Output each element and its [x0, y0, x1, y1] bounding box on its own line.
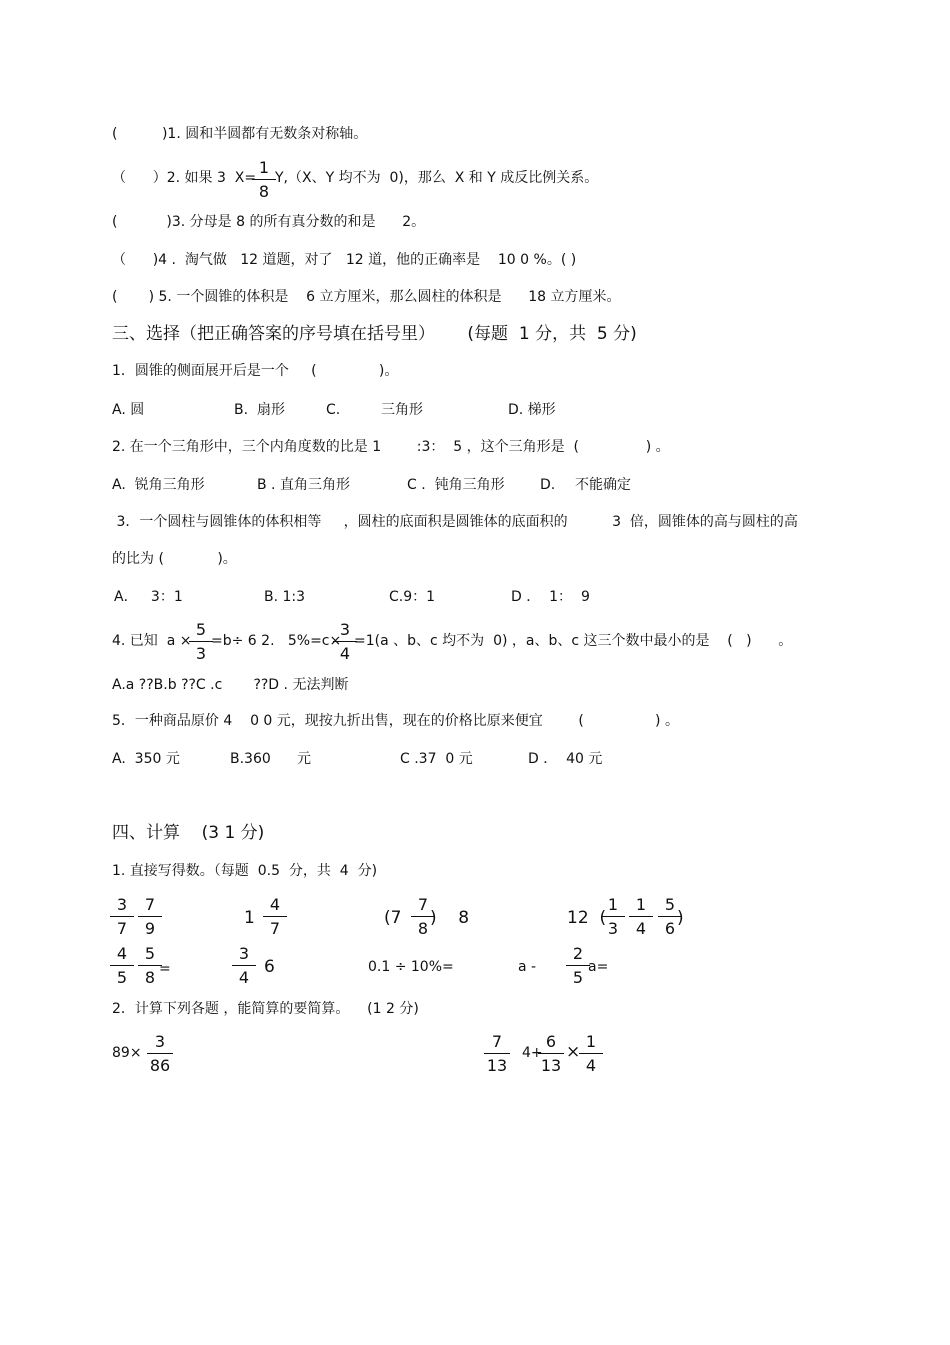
calc-e2-mid: 4+	[522, 1045, 543, 1061]
numerator: 7	[417, 895, 429, 914]
denominator: 8	[258, 182, 270, 201]
numerator: 3	[238, 944, 250, 963]
calc-e2-fraction-3	[577, 1034, 605, 1074]
fraction-bar	[110, 916, 134, 917]
choice-q5-option-b-unit: 元	[297, 751, 311, 767]
choice-q5-option-c: C .37 0 元	[400, 751, 473, 767]
judge-q2-text-a: （ ）2. 如果 3 X=	[112, 170, 257, 186]
denominator: 3	[607, 919, 619, 938]
choice-q3-option-c: C.9：1	[389, 589, 436, 605]
denominator: 4	[585, 1056, 597, 1075]
calc-r2-b-post: 6	[264, 957, 275, 977]
denominator: 6	[664, 919, 676, 938]
fraction-bar	[629, 916, 653, 917]
choice-q1-option-b: B. 扇形	[234, 402, 285, 418]
choice-q5-option-d: D ． 40 元	[528, 751, 603, 767]
denominator: 5	[116, 968, 128, 987]
choice-q5: 5．一种商品原价 4 0 0 元，现按九折出售，现在的价格比原来便宜 ( ) 。	[112, 713, 679, 729]
denominator: 86	[149, 1056, 171, 1075]
calc-e2-times: ×	[566, 1042, 581, 1062]
calc-e2-fraction-1	[482, 1034, 512, 1074]
denominator: 8	[417, 919, 429, 938]
judge-q5: ( ) 5. 一个圆锥的体积是 6 立方厘米，那么圆柱的体积是 18 立方厘米。	[112, 289, 621, 305]
calc-e1-pre: 89×	[112, 1045, 142, 1061]
numerator: 5	[144, 944, 156, 963]
numerator: 1	[607, 895, 619, 914]
choice-q3-option-b: B. 1:3	[264, 589, 306, 605]
denominator: 7	[269, 919, 281, 938]
calc-section-heading: 四、计算 (3 1 分)	[112, 823, 265, 843]
judge-q1: ( )1. 圆和半圆都有无数条对称轴。	[112, 126, 368, 142]
denominator: 7	[116, 919, 128, 938]
calc-r1-d-fraction-2	[627, 897, 655, 937]
calc-r2-b-fraction	[230, 946, 258, 986]
choice-q2-option-c: C . 钝角三角形	[407, 477, 505, 493]
choice-q5-option-a: A. 350 元	[112, 751, 180, 767]
numerator: 1	[635, 895, 647, 914]
denominator: 5	[572, 968, 584, 987]
choice-q4-options: A.a ??B.b ??C .c ??D . 无法判断	[112, 677, 349, 693]
numerator: 4	[116, 944, 128, 963]
choice-q2-option-b: B . 直角三角形	[257, 477, 350, 493]
numerator: 4	[269, 895, 281, 914]
fraction-bar	[566, 965, 590, 966]
numerator: 3	[116, 895, 128, 914]
fraction-bar	[232, 965, 256, 966]
numerator: 5	[664, 895, 676, 914]
judge-q3: ( )3. 分母是 8 的所有真分数的和是 2。	[112, 214, 426, 230]
choice-q1: 1．圆锥的侧面展开后是一个 ( )。	[112, 363, 399, 379]
numerator: 7	[144, 895, 156, 914]
fraction-bar	[538, 1053, 564, 1054]
numerator: 5	[195, 620, 207, 639]
choice-q2-option-a: A. 锐角三角形	[112, 477, 205, 493]
choice-section-heading: 三、选择（把正确答案的序号填在括号里） (每题 1 分，共 5 分)	[112, 324, 637, 344]
calc-r1-a-fraction-1	[108, 897, 136, 937]
denominator: 13	[486, 1056, 508, 1075]
calc-r2-a-equals: =	[159, 961, 171, 977]
numerator: 3	[154, 1032, 166, 1051]
choice-q4-text-b: =b÷ 6 2. 5%=c×	[211, 633, 342, 649]
choice-q4-text-c: =1(a 、b、c 均不为 0) ，a、b、c 这三个数中最小的是 ( ) 。	[354, 633, 793, 649]
judge-q2-text-b: Y,（X、Y 均不为 0)，那么 X 和 Y 成反比例关系。	[275, 170, 599, 186]
calc-r2-d-post: a=	[588, 959, 609, 975]
choice-q3-option-a: A． 3：1	[114, 589, 183, 605]
calc-r1-b-whole: 1	[244, 908, 255, 928]
denominator: 8	[144, 968, 156, 987]
calc-r2-d-pre: a -	[518, 959, 537, 975]
choice-q3-line1: 3．一个圆柱与圆锥体的体积相等 ，圆柱的底面积是圆锥体的底面积的 3 倍，圆锥体的高与圆柱的高	[112, 514, 798, 530]
numerator: 7	[491, 1032, 503, 1051]
calc-r1-a-fraction-2	[136, 897, 164, 937]
choice-q1-option-c-text: 三角形	[381, 402, 423, 418]
fraction-bar	[110, 965, 134, 966]
calc-r1-c-pre: (7	[384, 908, 402, 928]
choice-q2-option-d-text: 不能确定	[575, 477, 631, 493]
numerator: 3	[339, 620, 351, 639]
choice-q1-option-a: A. 圆	[112, 402, 145, 418]
calc-r1-b-fraction	[261, 897, 289, 937]
calc-e2-fraction-2	[536, 1034, 566, 1074]
fraction-bar	[263, 916, 287, 917]
numerator: 6	[545, 1032, 557, 1051]
choice-q3-option-d: D ． 1： 9	[511, 589, 590, 605]
calc-sub1-heading: 1. 直接写得数。（每题 0.5 分，共 4 分)	[112, 863, 378, 879]
calc-e1-fraction	[145, 1034, 175, 1074]
calc-r2-a-fraction-1	[108, 946, 136, 986]
choice-q5-option-b: B.360	[230, 751, 271, 767]
fraction-bar	[252, 179, 276, 180]
choice-q1-option-c: C.	[326, 402, 341, 418]
choice-q3-line2: 的比为 ( )。	[112, 551, 237, 567]
fraction-bar	[579, 1053, 603, 1054]
choice-q4-text-a: 4. 已知 a ×	[112, 633, 192, 649]
judge-q2-fraction	[250, 160, 278, 200]
numerator: 2	[572, 944, 584, 963]
fraction-bar	[189, 641, 213, 642]
calc-r1-c-post: ) 8	[430, 908, 470, 928]
fraction-bar	[484, 1053, 510, 1054]
calc-r1-d-pre: 12 (	[567, 908, 607, 928]
denominator: 13	[540, 1056, 562, 1075]
denominator: 9	[144, 919, 156, 938]
calc-r1-d-post: )	[677, 908, 684, 928]
choice-q2-option-d: D.	[540, 477, 556, 493]
calc-sub2-heading: 2．计算下列各题 ，能简算的要简算。 (1 2 分)	[112, 1001, 419, 1017]
denominator: 4	[339, 644, 351, 663]
denominator: 4	[238, 968, 250, 987]
denominator: 4	[635, 919, 647, 938]
calc-r2-c: 0.1 ÷ 10%=	[368, 959, 454, 975]
numerator: 1	[585, 1032, 597, 1051]
denominator: 3	[195, 644, 207, 663]
numerator: 1	[258, 158, 270, 177]
judge-q4: （ )4 . 淘气做 12 道题，对了 12 道，他的正确率是 10 0 %。( )	[112, 252, 577, 268]
fraction-bar	[138, 916, 162, 917]
fraction-bar	[601, 916, 625, 917]
choice-q1-option-d: D. 梯形	[508, 402, 556, 418]
fraction-bar	[147, 1053, 173, 1054]
choice-q2: 2. 在一个三角形中，三个内角度数的比是 1 :3： 5 ，这个三角形是 ( ) 。	[112, 439, 670, 455]
calc-r1-d-fraction-1	[599, 897, 627, 937]
